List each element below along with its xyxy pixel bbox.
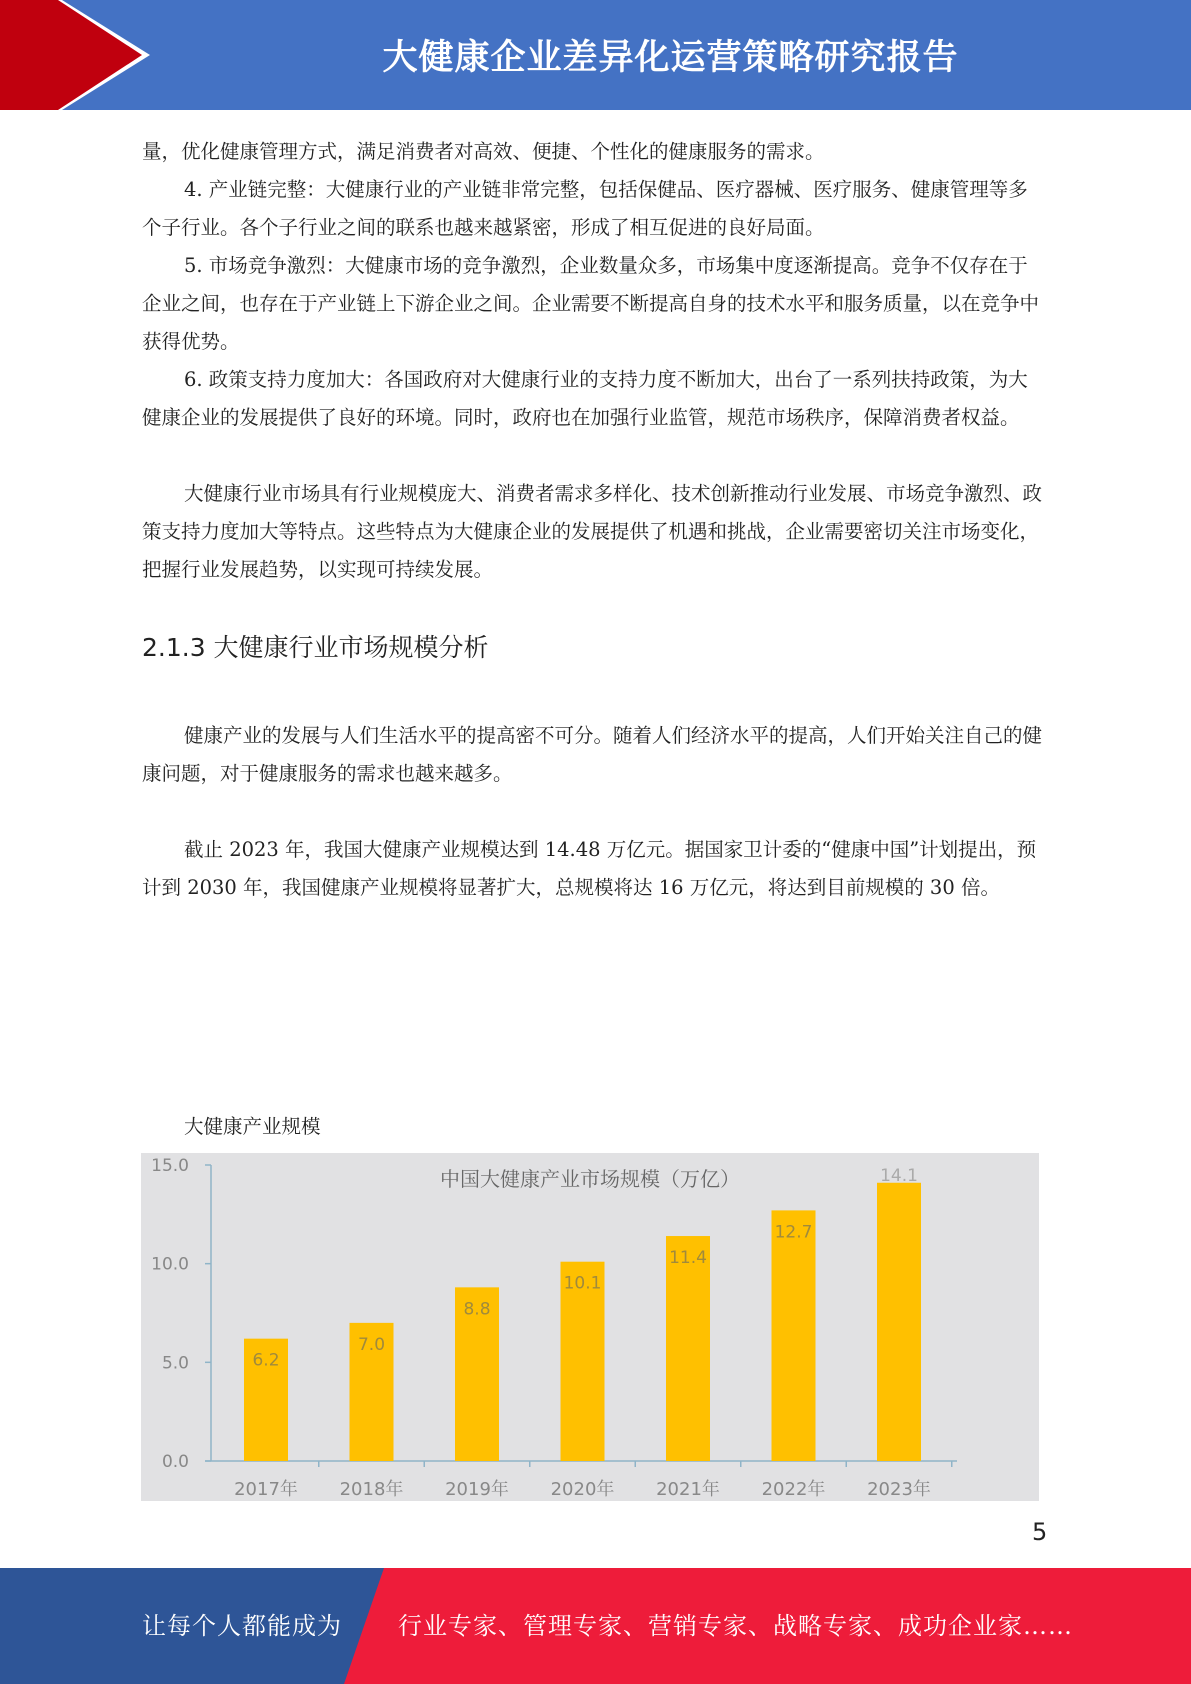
bar-value-label: 6.2 [252,1350,280,1371]
bar-value-label: 7.0 [357,1334,386,1355]
chart-title: 中国大健康产业市场规模（万亿） [440,1167,740,1191]
x-tick-label: 2022年 [761,1479,826,1500]
paragraph: 量，优化健康管理方式，满足消费者对高效、便捷、个性化的健康服务的需求。 [142,140,825,163]
document-body [142,133,1047,907]
bar-value-label: 10.1 [563,1273,602,1294]
chart-container [141,1153,1039,1501]
x-tick-label: 2020年 [550,1479,615,1500]
section-heading: 2.1.3 大健康行业市场规模分析 [142,633,489,662]
y-tick-label: 5.0 [161,1353,189,1374]
y-tick-label: 15.0 [151,1156,189,1176]
page-number: 5 [1032,1518,1048,1546]
paragraph-list-item-6: 6. 政策支持力度加大：各国政府对大健康行业的支持力度不断加大，出台了一系列扶持政策，为大健康企业的发展提供了良好的环境。同时，政府也在加强行业监管，规范市场秩序，保障消费者权益。 [142,368,1028,429]
bar-chart [141,1153,1039,1501]
x-tick-label: 2017年 [234,1479,298,1500]
bar-2021年 [666,1236,710,1461]
spacer [142,437,1047,475]
footer-slogan-right: 行业专家、管理专家、营销专家、战略专家、成功企业家…… [398,1612,1073,1640]
bar-value-label: 11.4 [669,1248,707,1269]
paragraph: 健康产业的发展与人们生活水平的提高密不可分。随着人们经济水平的提高，人们开始关注自己的健康问题，对于健康服务的需求也越来越多。 [142,724,1043,785]
paragraph-list-item-4: 4. 产业链完整：大健康行业的产业链非常完整，包括保健品、医疗器械、医疗服务、健康管理等多个子行业。各个子行业之间的联系也越来越紧密，形成了相互促进的良好局面。 [142,178,1028,239]
bar-value-label: 14.1 [880,1165,918,1186]
paragraph-list-item-5: 5. 市场竞争激烈：大健康市场的竞争激烈，企业数量众多，市场集中度逐渐提高。竞争不仅存在于企业之间，也存在于产业链上下游企业之间。企业需要不断提高自身的技术水平和服务质量，以在竞争中获得优势。 [142,254,1040,353]
page-header [0,0,1191,110]
bar-2023年 [877,1183,921,1461]
bar-value-label: 8.8 [463,1299,491,1320]
x-tick-label: 2023年 [867,1479,931,1500]
bar-value-label: 12.7 [774,1222,813,1243]
page-footer [0,1568,1191,1684]
bar-2022年 [772,1210,816,1461]
paragraph: 截止 2023 年，我国大健康产业规模达到 14.48 万亿元。据国家卫计委的“健康中国”计划提出，预计到 2030 年，我国健康产业规模将显著扩大，总规模将达 16 万亿元，将达到目前规模的 30 倍。 [142,838,1037,899]
paragraph-summary: 大健康行业市场具有行业规模庞大、消费者需求多样化、技术创新推动行业发展、市场竞争激烈、政策支持力度加大等特点。这些特点为大健康企业的发展提供了机遇和挑战，企业需要密切关注市场变化，把握行业发展趋势，以实现可持续发展。 [142,482,1043,581]
y-tick-label: 10.0 [151,1254,189,1275]
report-title: 大健康企业差异化运营策略研究报告 [382,38,959,78]
x-tick-label: 2019年 [445,1479,509,1500]
x-tick-label: 2018年 [339,1479,404,1500]
footer-slogan-left: 让每个人都能成为 [142,1612,342,1640]
x-tick-label: 2021年 [656,1479,720,1500]
y-tick-label: 0.0 [161,1452,189,1472]
chart-caption: 大健康产业规模 [184,1115,321,1138]
spacer [142,793,1047,831]
